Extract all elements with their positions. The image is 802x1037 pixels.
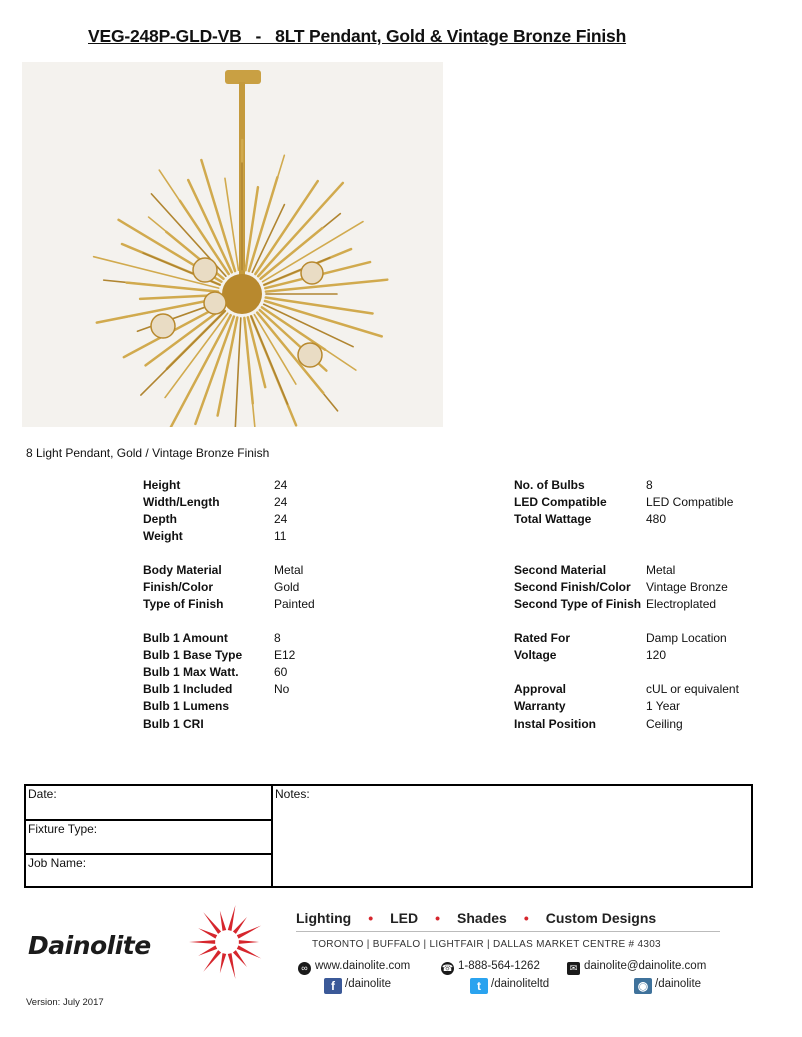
spec-label: Warranty — [514, 699, 566, 713]
phone-number[interactable]: 1-888-564-1262 — [458, 960, 540, 972]
page-title: VEG-248P-GLD-VB - 8LT Pendant, Gold & Vintage Bronze Finish — [88, 26, 627, 46]
spec-value: 60 — [274, 665, 288, 679]
spec-value: 24 — [274, 495, 288, 509]
twitter-icon: t — [470, 978, 488, 994]
tagline: Lighting • LED • Shades • Custom Designs — [296, 910, 657, 926]
spec-value: Metal — [646, 563, 676, 577]
email-icon: ✉ — [567, 962, 580, 975]
brand-name: Dainolite — [28, 931, 151, 960]
notes-field[interactable] — [273, 786, 751, 886]
fixture-type-label: Fixture Type: — [28, 822, 98, 836]
spec-value: 8 — [274, 631, 281, 645]
notes-label: Notes: — [275, 787, 310, 801]
spec-value: Gold — [274, 580, 300, 594]
spec-value: No — [274, 682, 290, 696]
phone-icon: ☎ — [441, 963, 454, 973]
link-icon: ∞ — [298, 962, 311, 975]
spec-value: 24 — [274, 512, 288, 526]
product-caption: 8 Light Pendant, Gold / Vintage Bronze Finish — [26, 446, 270, 460]
spec-value: 24 — [274, 478, 288, 492]
instagram-handle[interactable]: /dainolite — [655, 978, 702, 990]
spec-value: Vintage Bronze — [646, 580, 728, 594]
website-link[interactable]: www.dainolite.com — [315, 960, 411, 972]
spec-label: Total Wattage — [514, 512, 592, 526]
date-field[interactable] — [26, 786, 271, 819]
phone-contact[interactable] — [441, 960, 540, 975]
spec-value: Metal — [274, 563, 304, 577]
locations: TORONTO | BUFFALO | LIGHTFAIR | DALLAS MARKET CENTRE # 4303 — [312, 939, 661, 950]
spec-label: Type of Finish — [143, 597, 224, 611]
spec-label: Bulb 1 Base Type — [143, 648, 243, 662]
spec-value: 1 Year — [646, 699, 681, 713]
instagram-contact[interactable] — [634, 978, 701, 994]
website-contact[interactable] — [298, 960, 410, 975]
tagline-shades: Shades — [457, 910, 507, 926]
spec-label: Second Type of Finish — [514, 597, 642, 611]
company-footer — [22, 898, 722, 998]
spec-label: Approval — [514, 682, 567, 696]
tagline-divider — [296, 931, 720, 932]
approval-form — [24, 784, 753, 888]
spec-label: Body Material — [143, 563, 222, 577]
tagline-led: LED — [390, 910, 419, 926]
spec-value: Damp Location — [646, 631, 727, 645]
version-note: Version: July 2017 — [26, 997, 104, 1008]
spec-label: Second Material — [514, 563, 607, 577]
product-photo — [22, 62, 443, 427]
spec-label: Rated For — [514, 631, 571, 645]
spec-label: Voltage — [514, 648, 557, 662]
spec-value: 11 — [274, 529, 287, 543]
facebook-icon: f — [324, 978, 342, 994]
spec-value: Electroplated — [646, 597, 717, 611]
spec-label: Weight — [143, 529, 183, 543]
spec-value: E12 — [274, 648, 296, 662]
spec-table-right — [514, 477, 774, 737]
spec-label: Height — [143, 478, 181, 492]
spec-label: Bulb 1 Max Watt. — [143, 665, 239, 679]
twitter-handle[interactable]: /dainoliteltd — [491, 978, 550, 990]
facebook-contact[interactable] — [324, 978, 391, 994]
twitter-contact[interactable] — [470, 978, 549, 994]
job-name-field[interactable] — [26, 855, 271, 886]
spec-value: 8 — [646, 478, 653, 492]
tagline-lighting: Lighting — [296, 910, 352, 926]
spec-value: LED Compatible — [646, 495, 734, 509]
email-link[interactable]: dainolite@dainolite.com — [584, 960, 707, 972]
spec-label: Depth — [143, 512, 177, 526]
spec-label: Bulb 1 Included — [143, 682, 233, 696]
spec-table-left — [143, 477, 483, 737]
spec-label: Bulb 1 Lumens — [143, 699, 230, 713]
spec-label: Width/Length — [143, 495, 220, 509]
spec-label: Bulb 1 CRI — [143, 717, 204, 731]
fixture-type-field[interactable] — [26, 821, 271, 853]
spec-label: Bulb 1 Amount — [143, 631, 228, 645]
spec-label: Second Finish/Color — [514, 580, 631, 594]
spec-label: LED Compatible — [514, 495, 607, 509]
starburst-logo-icon — [172, 902, 282, 984]
job-name-label: Job Name: — [28, 856, 87, 870]
spec-label: Finish/Color — [143, 580, 213, 594]
facebook-handle[interactable]: /dainolite — [345, 978, 392, 990]
spec-value: 120 — [646, 648, 667, 662]
spec-value: Painted — [274, 597, 315, 611]
spec-value: 480 — [646, 512, 667, 526]
email-contact[interactable] — [567, 960, 706, 975]
spec-label: Instal Position — [514, 717, 597, 731]
instagram-icon: ◉ — [634, 978, 652, 994]
tagline-custom-designs: Custom Designs — [545, 910, 657, 926]
spec-value: Ceiling — [646, 717, 683, 731]
spec-label: No. of Bulbs — [514, 478, 585, 492]
date-label: Date: — [28, 787, 57, 801]
spec-value: cUL or equivalent — [646, 682, 739, 696]
